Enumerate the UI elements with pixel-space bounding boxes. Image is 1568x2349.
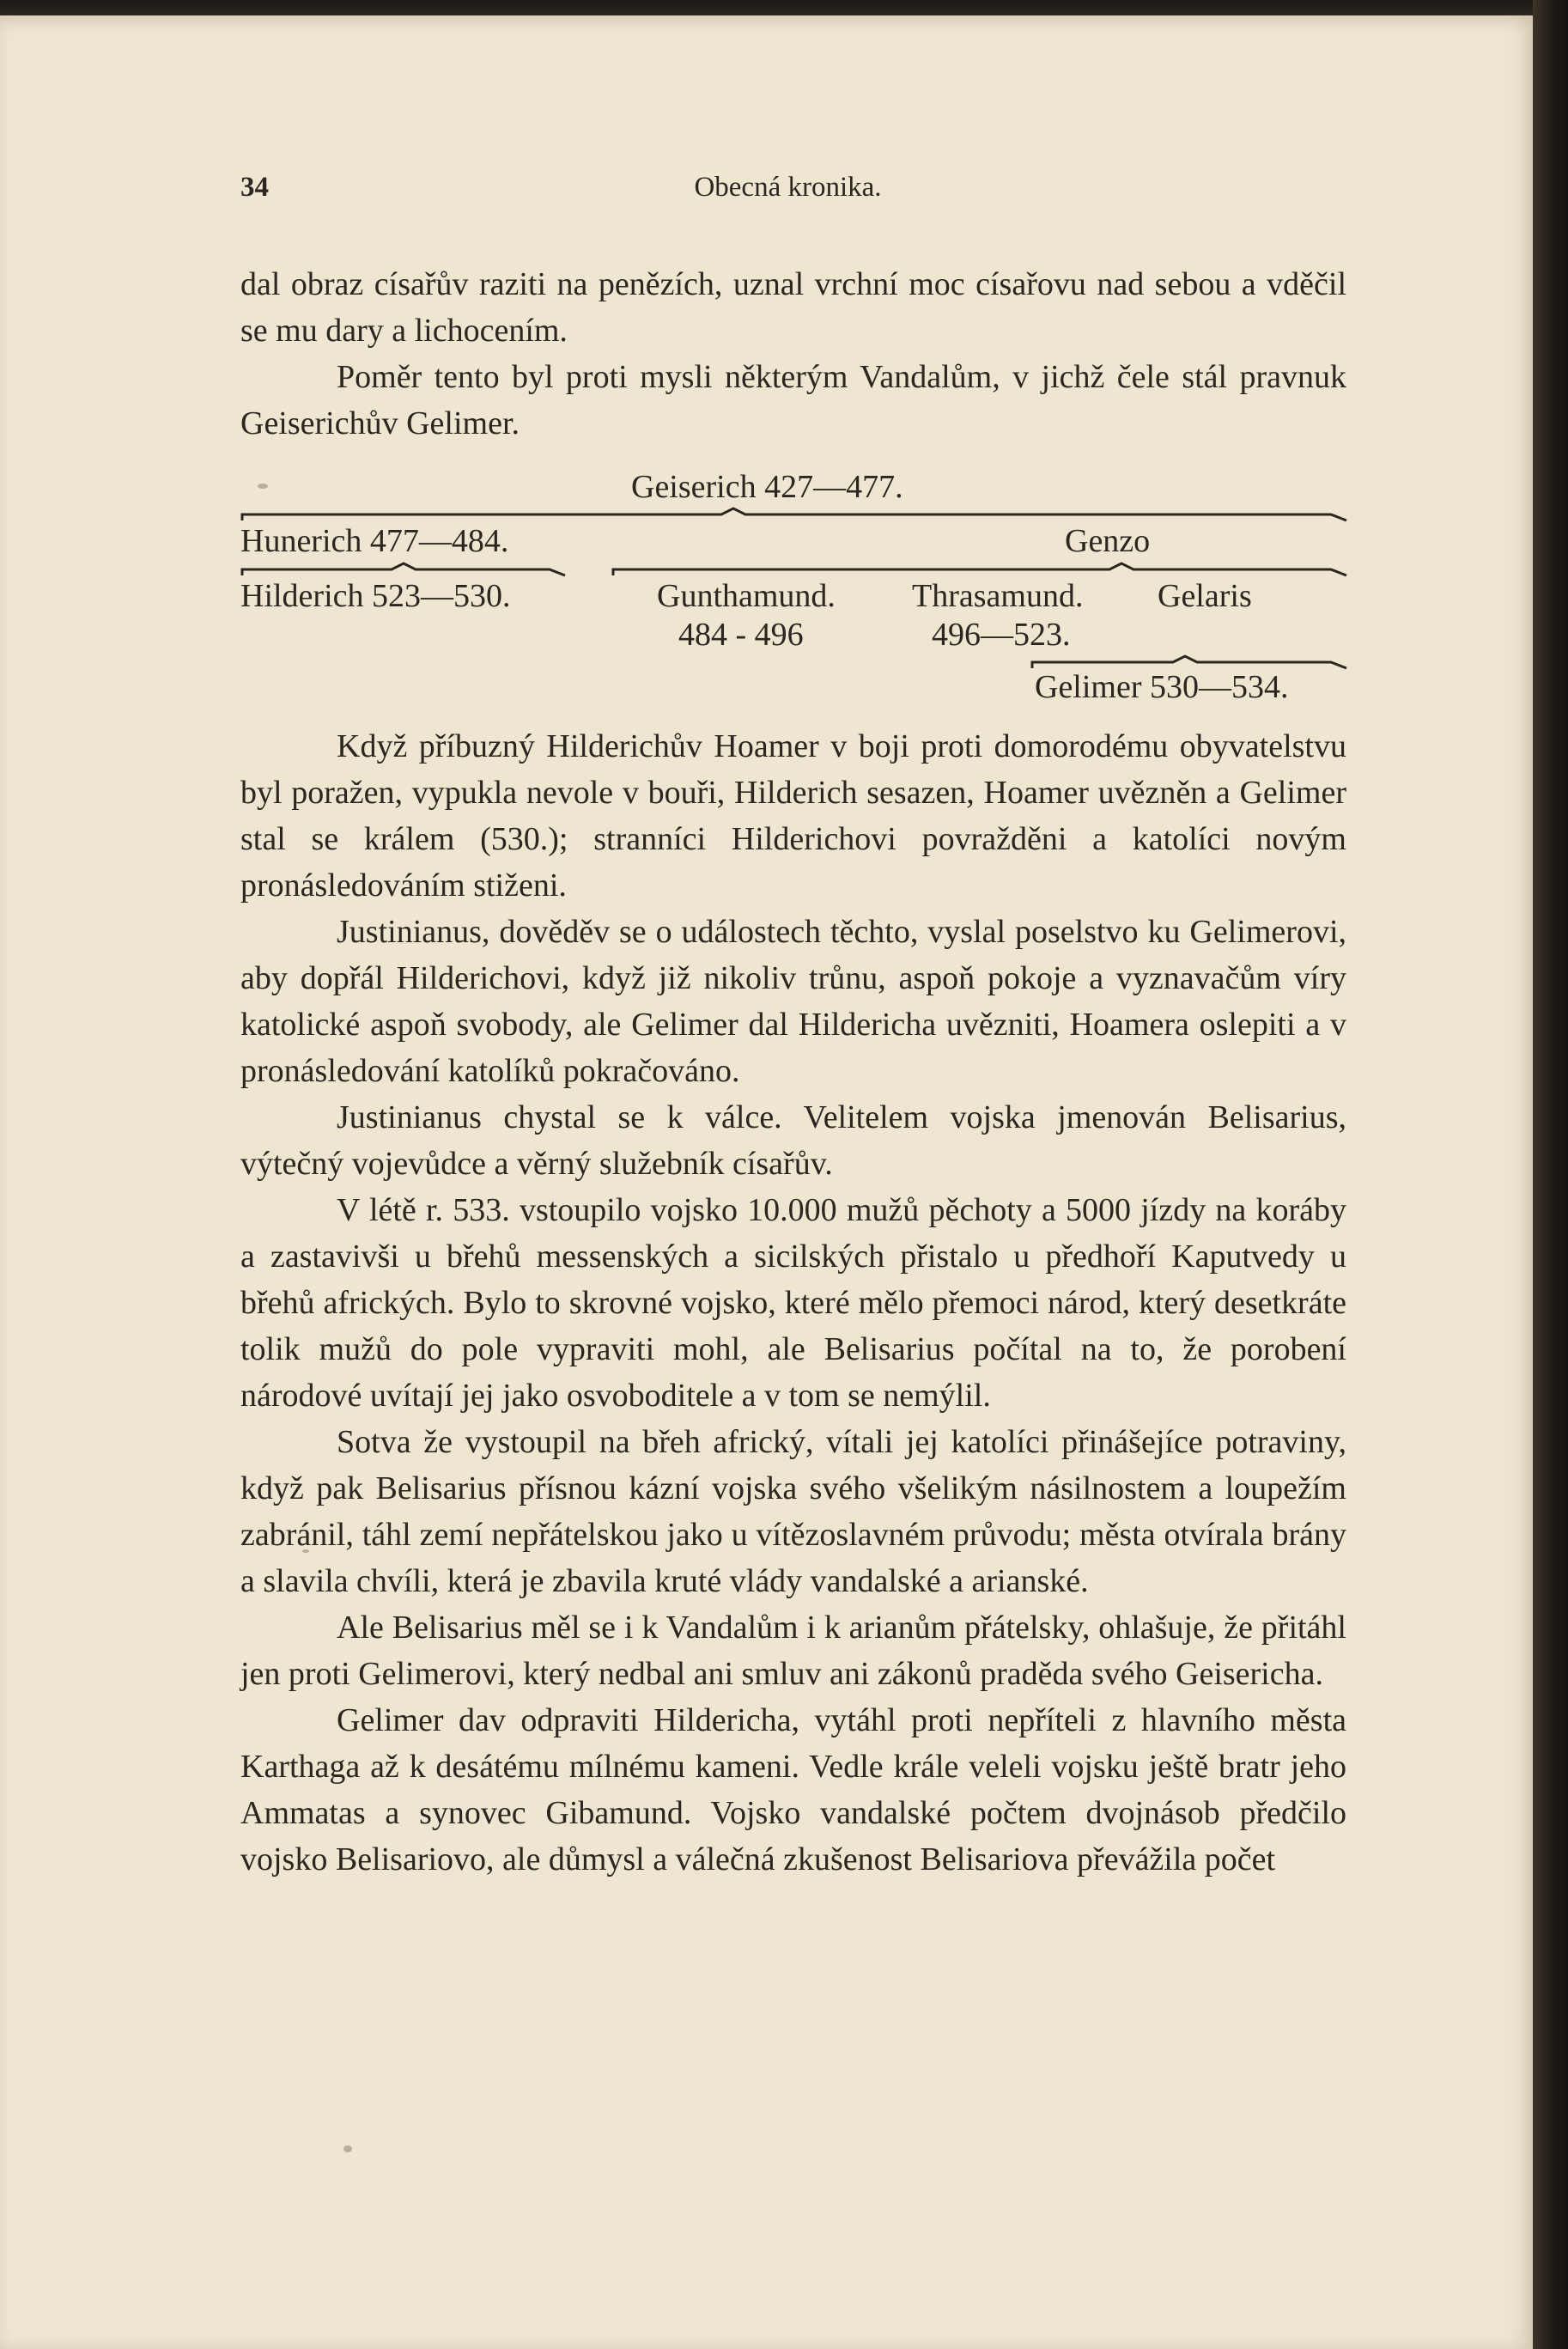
intro-text <box>240 261 1346 447</box>
genealogy-root: Geiserich 427—477. <box>631 469 903 505</box>
intro-paragraph-2: Poměr tento byl proti mysli některým Vandalům, v jichž čele stál pravnuk Geiserichův Gelimer. <box>240 359 1346 441</box>
genealogy-gunthamund-years: 484 - 496 <box>678 617 804 653</box>
paragraph-2: Justinianus, dověděv se o událostech těchto, vyslal poselstvo ku Gelimerovi, aby dopřál Hilderichovi, když již nikoliv trůnu, aspoň pokoje a vyznavačům víry katolické aspoň svobody, ale Gelimer dal Hildericha uvězniti, Hoamera oslepiti a v pronásledování katolíků pokračováno. <box>240 914 1346 1089</box>
paragraph-4: V létě r. 533. vstoupilo vojsko 10.000 mužů pěchoty a 5000 jízdy na koráby a zastavivši u břehů messenských a sicilských přistalo u předhoří Kaputvedy u břehů afrických. Bylo to skrovné vojsko, které mělo přemoci národ, který desetkráte tolik mužů do pole vypraviti mohl, ale Belisarius počítal na to, že porobení národové uvítají jej jako osvoboditele a v tom se nemýlil. <box>240 1192 1346 1414</box>
genealogy-hunerich: Hunerich 477—484. <box>240 523 509 559</box>
intro-paragraph-1: dal obraz císařův raziti na penězích, uznal vrchní moc císařovu nad sebou a vděčil se mu dary a lichocením. <box>240 266 1346 349</box>
genealogy-thrasamund-years: 496—523. <box>932 617 1071 653</box>
paragraph-3: Justinianus chystal se k válce. Velitelem vojska jmenován Belisarius, výtečný vojevůdce a věrný služebník císařův. <box>240 1099 1346 1182</box>
genealogy-thrasamund: Thrasamund. <box>912 578 1084 614</box>
genealogy-genzo: Genzo <box>1065 523 1151 559</box>
scan-top-edge <box>0 0 1533 15</box>
book-spine-edge <box>1533 0 1568 2349</box>
page-header <box>0 172 1533 215</box>
genealogy-gelimer: Gelimer 530—534. <box>1035 669 1289 705</box>
ink-smudge <box>343 2145 352 2152</box>
paragraph-5: Sotva že vystoupil na břeh africký, vítali jej katolíci přinášejíce potraviny, když pak Belisarius přísnou kázní vojska svého všelikým násilnostem a loupežím zabránil, táhl zemí nepřátelskou jako u vítězoslavném průvodu; města otvírala brány a slavila chvíli, která je zbavila kruté vlády vandalské a arianské. <box>240 1424 1346 1599</box>
running-head: Obecná kronika. <box>694 172 882 203</box>
paragraph-7: Gelimer dav odpraviti Hildericha, vytáhl proti nepříteli z hlavního města Karthaga až k desátému mílnému kameni. Vedle krále veleli vojsku ještě bratr jeho Ammatas a synovec Gibamund. Vojsko vandalské počtem dvojnásob předčilo vojsko Belisariovo, ale důmysl a válečná zkušenost Belisariova převážila počet <box>240 1702 1346 1877</box>
paragraph-6: Ale Belisarius měl se i k Vandalům i k arianům přátelsky, ohlašuje, že přitáhl jen proti Gelimerovi, který nedbal ani smluv ani zákonů praděda svého Geisericha. <box>240 1610 1346 1692</box>
main-text <box>240 723 1346 1883</box>
page-number: 34 <box>240 172 269 203</box>
paragraph-1: Když příbuzný Hilderichův Hoamer v boji proti domorodému obyvatelstvu byl poražen, vypukla nevole v bouři, Hilderich sesazen, Hoamer uvězněn a Gelimer stal se králem (530.); stranníci Hilderichovi povražděni a katolíci novým pronásledováním stiženi. <box>240 728 1346 904</box>
genealogy-hilderich: Hilderich 523—530. <box>240 578 511 614</box>
genealogy-gelaris: Gelaris <box>1158 578 1252 614</box>
ink-smudge <box>258 484 268 489</box>
genealogy-gunthamund: Gunthamund. <box>657 578 836 614</box>
